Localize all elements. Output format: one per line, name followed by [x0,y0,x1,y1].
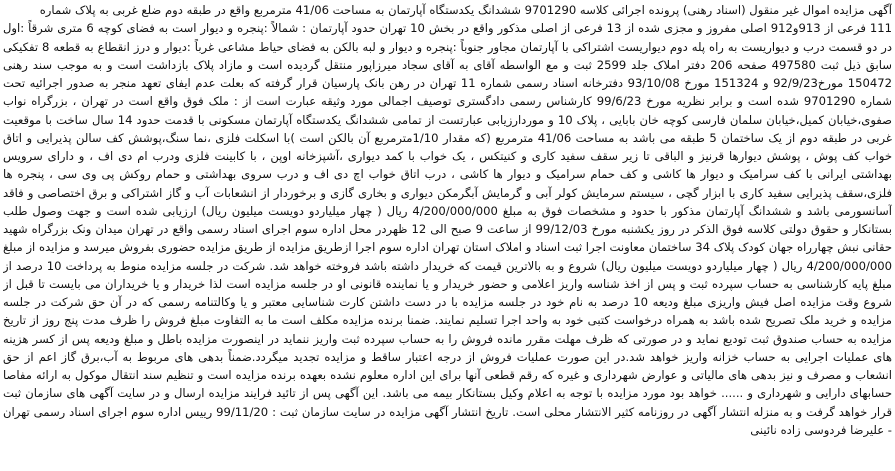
notice-body: 111 فرعی از 913و912 اصلی مفروز و مجزی شده از 13 فرعی از اصلی مذکور واقع در بخش 10 تهران حدود آپارتمان : شمالاً :پنجره و دیوار است به فضای کوچه 6 متری شرقاً :اول در دو قسمت درب و دیواریست به راه پله دوم دیواریست اشتراکی با آپارتمان مجاور جنوباً :پنجره و دیوار و لبه بالکن به فضای حیاط مشاعی غرباً :دیوار و درز انقطاع به قطعه 8 تفکیکی سابق ذیل ثبت 497580 صفحه 206 دفتر املاک جلد 2599 ثبت و مع الواسطه آقای به آقای سجاد میرزاپور منتقل گردیده است و مازاد پلاک بازداشت است و به موجب سند رهنی 150472 مورخ92/9/23 و 151324 مورخ 93/10/08 دفترخانه اسناد رسمی شماره 11 تهران در رهن بانک پارسیان قرار گرفته که بعلت عدم ایفای تعهد منجر به صدور اجرائیه تحت شماره 9701290 شده است و برابر نظریه مورخ 99/6/23 کارشناس رسمی دادگستری توصیف اجمالی مورد وثیقه عبارت است از : ملک فوق واقع است در تهران ، بزرگراه نواب صفوی،خیابان کمیل،خیابان سلمان فارسی کوچه خان بابایی ، پلاک 10 و موردارزیابی عبارتست از تمامی ششدانگ یکدستگاه آپارتمان مسکونی با قدمت حدود 14 سال ساخت با موقعیت غربی در طبقه دوم از یک ساختمان 5 طبقه می باشد به مساحت 41/06 مترمربع (که مقدار 1/10مترمربع آن بالکن است )با اسکلت فلزی ،نما سنگ،پوشش کف سالن پذیرایی و اتاق خواب کف پوش ، پوشش دیوارها قرنیز و الباقی تا زیر سقف سفید کاری و کنیتکس ، یک خواب با کمد دیواری ،آشپزخانه اوپن ، با کابینت فلزی ودرب ام دی اف ، و دارای سرویس بهداشتی ایرانی با کف سرامیک و دیوار ها کاشی و کف حمام سرامیک و دیوار ها کاشی ، درب اتاق خواب اچ دی اف و درب سروی بهداشتی و حمام روکش پی وی سی ، پنجره ها فلزی،سقف پذیرایی سفید کاری با ابزار گچی ، سیستم سرمایش کولر آبی و گرمایش آبگرمکن دیواری و بخاری گازی و برخوردار از انشعابات آب و گاز اشتراکی و برق اختصاصی و فاقد آسانسورمی باشد و ششدانگ آپارتمان مذکور با حدود و مشخصات فوق به مبلغ 4/200/000/000 ریال ( چهار میلیاردو دویست میلیون ریال) ارزیابی شده است و جهت وصول طلب بستانکار و حقوق دولتی کلاسه فوق الذکر در روز یکشنبه مورخ 99/12/03 از ساعت 9 صبح الی 12 ظهردر محل اداره سوم اجرای اسناد رسمی واقع در تهران میدان ونک بزرگراه شهید حقانی نبش چهارراه جهان کودک پلاک 34 ساختمان معاونت اجرا ثبت اسناد و املاک استان تهران اداره سوم اجرا ازطریق مزایده از طریق مزایده حضوری بفروش میرسد و مزایده از مبلغ 4/200/000/000 ریال ( چهار میلیاردو دویست میلیون ریال) شروع و به بالاترین قیمت که خریدار داشته باشد فروخته خواهد شد. شرکت در جلسه مزایده منوط به پرداخت 10 درصد از مبلغ پایه کارشناسی به حساب سپرده ثبت و پس از اخذ شناسه واریز اعلامی و حضور خریدار و یا نماینده قانونی او در جلسه مزایده است لذا خریدار و یا خریداران می بایست تا قبل از شروع وقت مزایده اصل فیش واریزی مبلغ ودیعه 10 درصد به نام خود در جلسه مزایده با در دست داشتن کارت شناسایی معتبر و یا وکالتنامه رسمی که در آن حق شرکت در جلسه مزایده و خرید ملک تصریح شده باشد به همراه درخواست کتبی خود به واحد اجرا تسلیم نمایند. ضمنا برنده مزایده مکلف است ما به التفاوت مبلغ فروش را ظرف مدت پنج روز از تاریخ مزایده به حساب صندوق ثبت تودیع نماید و در صورتی که ظرف مهلت مقرر مانده فروش را به حساب سپرده ثبت واریز ننماید در اینصورت مزایده باطل و مبلغ ودیعه پس از کسر هزینه های عملیات اجرایی به حساب خزانه واریز خواهد شد.در این صورت عملیات فروش از درجه اعتبار ساقط و مزایده تجدید میگردد.ضمناً بدهی های مربوط به آب،برق گاز اعم از حق انشعاب و مصرف و نیز بدهی های مالیاتی و عوارض شهرداری و غیره که رقم قطعی آنها برای این اداره معلوم نشده بعهده برنده مزایده است و تنظیم سند انتقال موکول به ارائه مفاصا حسابهای دارایی و شهرداری و ...... خواهد بود مورد مزایده با توجه به اعلام وکیل بستانکار بیمه می باشد. این آگهی پس از تائید فرایند مزایده ارسال و در سایت آگهی های سازمان ثبت قرار خواهد گرفت و به منزله انتشار آگهی در روزنامه کثیر الانتشار محلی است. تاریخ انتشار آگهی مزایده در سایت سازمان ثبت : 99/11/20 رییس اداره سوم اجرای اسناد رسمی تهران - علیرضا فردوسی زاده نائینی [3,21,892,437]
notice-title-line: آگهی مزایده اموال غیر منقول (اسناد رهنی) پرونده اجرائی کلاسه 9701290 ششدانگ یکدستگاه آپارتمان به مساحت 41/06 مترمربع واقع در طبقه دوم ضلع غربی به پلاک شماره [39,3,892,17]
auction-notice [3,0,892,471]
